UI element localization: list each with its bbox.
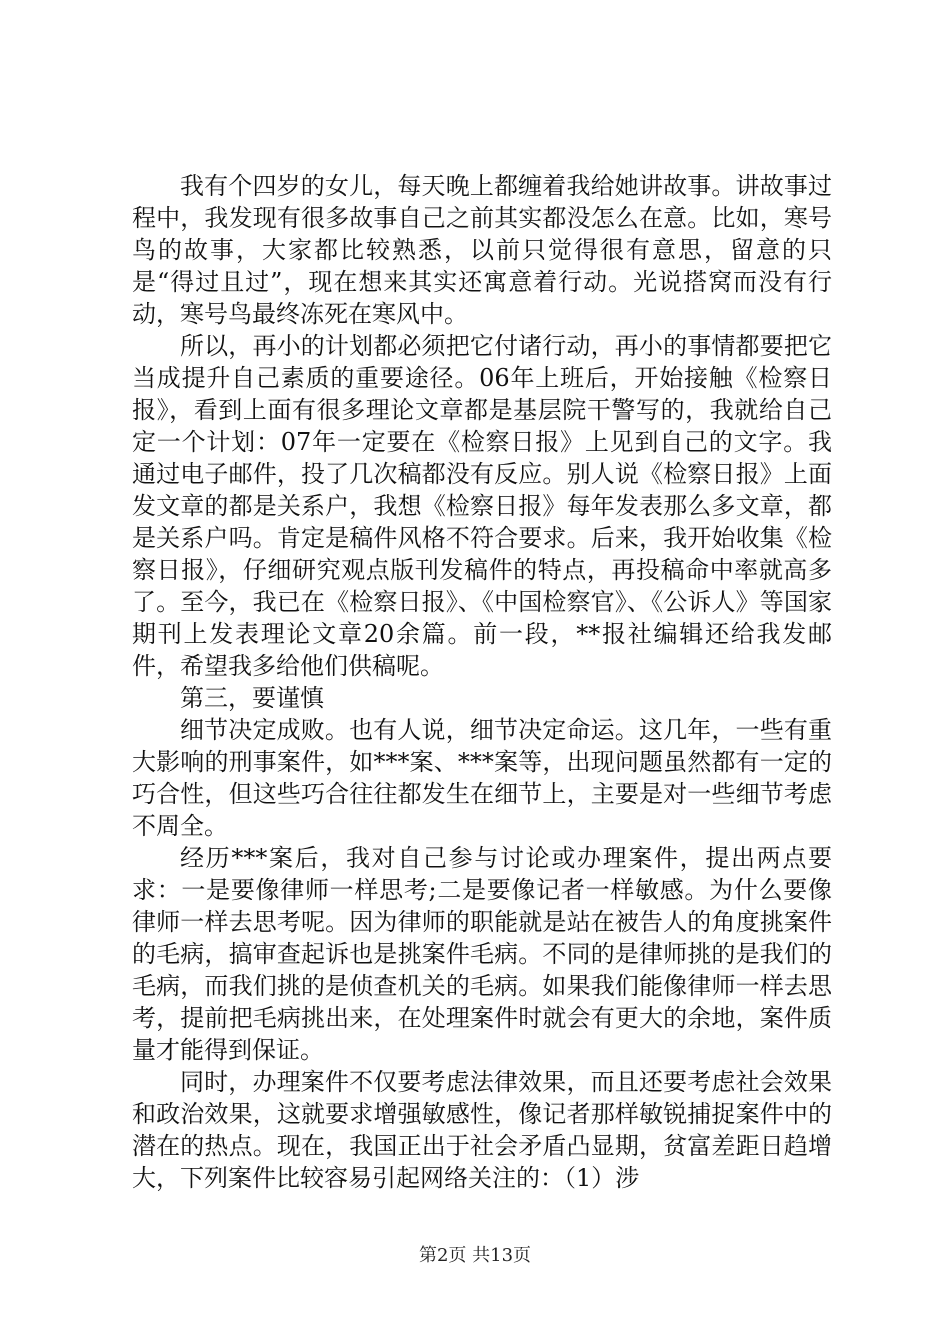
paragraph-plan-action: 所以，再小的计划都必须把它付诸行动，再小的事情都要把它当成提升自己素质的重要途径。06年上班后，开始接触《检察日报》，看到上面有很多理论文章都是基层院干警写的，我就给自己定一个计划：07年一定要在《检察日报》上见到自己的文字。我通过电子邮件，投了几次稿都没有反应。别人说《检察日报》上面发文章的都是关系户，我想《检察日报》每年发表那么多文章，都是关系户吗。肯定是稿件风格不符合要求。后来，我开始收集《检察日报》，仔细研究观点版刊发稿件的特点，再投稿命中率就高多了。至今，我已在《检察日报》、《中国检察官》、《公诉人》等国家期刊上发表理论文章20余篇。前一段，**报社编辑还给我发邮件，希望我多给他们供稿呢。	[132, 332, 832, 680]
section-heading-third: 第三，要谨慎	[180, 684, 324, 712]
page-footer: 第2页 共13页	[418, 1245, 532, 1266]
paragraph-lawyer-thinking: 经历***案后，我对自己参与讨论或办理案件，提出两点要求：一是要像律师一样思考;二是要像记者一样敏感。为什么要像律师一样去思考呢。因为律师的职能就是站在被告人的角度挑案件的毛病，搞审查起诉也是挑案件毛病。不同的是律师挑的是我们的毛病，而我们挑的是侦查机关的毛病。如果我们能像律师一样去思考，提前把毛病挑出来，在处理案件时就会有更大的余地，案件质量才能得到保证。	[132, 844, 832, 1064]
paragraph-daughter-story: 我有个四岁的女儿，每天晚上都缠着我给她讲故事。讲故事过程中，我发现有很多故事自己之前其实都没怎么在意。比如，寒号鸟的故事，大家都比较熟悉，以前只觉得很有意思，留意的只是“得过且过”，现在想来其实还寓意着行动。光说搭窝而没有行动，寒号鸟最终冻死在寒风中。	[132, 172, 832, 328]
paragraph-sensitivity: 同时，办理案件不仅要考虑法律效果，而且还要考虑社会效果和政治效果，这就要求增强敏感性，像记者那样敏锐捕捉案件中的潜在的热点。现在，我国正出于社会矛盾凸显期，贫富差距日趋增大，下列案件比较容易引起网络关注的：（1）涉	[132, 1068, 832, 1192]
paragraph-details: 细节决定成败。也有人说，细节决定命运。这几年，一些有重大影响的刑事案件，如***案、***案等，出现问题虽然都有一定的巧合性，但这些巧合往往都发生在细节上，主要是对一些细节考虑不周全。	[132, 716, 832, 840]
document-body	[132, 170, 832, 1194]
